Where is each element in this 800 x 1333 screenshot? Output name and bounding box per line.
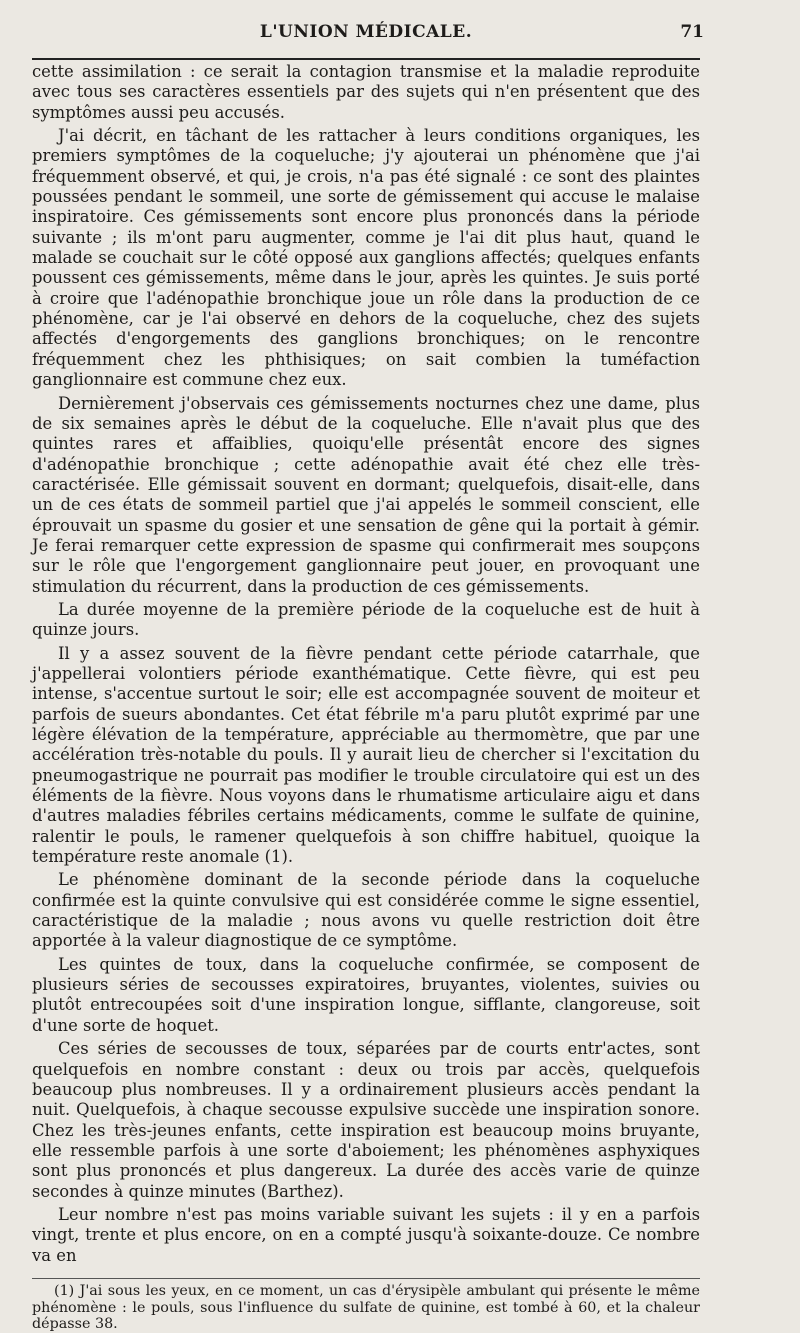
footnote: (1) J'ai sous les yeux, en ce moment, un cas d'érysipèle ambulant qui présente le même phénomène : le pouls, sous l'influence du sulfate de quinine, est tombé à 60, et la chaleur dépasse 38. xyxy=(32,1282,700,1333)
paragraph: Le phénomène dominant de la seconde période dans la coqueluche confirmée est la quinte convulsive qui est considérée comme le signe essentiel, caractéristique de la maladie ; nous avons vu quelle restriction doit être apportée à la valeur diagnostique de ce symptôme. xyxy=(32,870,700,951)
running-title: L'UNION MÉDICALE. xyxy=(259,22,473,42)
header-rule xyxy=(32,58,700,60)
footnote-rule xyxy=(32,1278,700,1279)
paragraph: Dernièrement j'observais ces gémissements nocturnes chez une dame, plus de six semaines après le début de la coqueluche. Elle n'avait plus que des quintes rares et affaiblies, quoiqu'elle présentât encore des signes d'adénopathie bronchique ; cette adénopathie avait été chez elle très-caractérisée. Elle gémissait souvent en dormant; quelquefois, disait-elle, dans un de ces états de sommeil partiel que j'ai appelés le sommeil conscient, elle éprouvait un spasme du gosier et une sensation de gêne qui la portait à gémir. Je ferai remarquer cette expression de spasme qui confirmerait mes soupçons sur le rôle que l'engorgement ganglionnaire peut jouer, en provoquant une stimulation du récurrent, dans la production de ces gémissements. xyxy=(32,393,700,596)
page-number: 71 xyxy=(680,22,704,42)
paragraph: Il y a assez souvent de la fièvre pendant cette période catarrhale, que j'appellerai volontiers période exanthématique. Cette fièvre, qui est peu intense, s'accentue surtout le soir; elle est accompagnée souvent de moiteur et parfois de sueurs abondantes. Cet état fébrile m'a paru plutôt exprimé par une légère élévation de la température, appréciable au thermomètre, que par une accélération très-notable du pouls. Il y aurait lieu de chercher si l'excitation du pneumogastrique ne pourrait pas modifier le trouble circulatoire qui est un des éléments de la fièvre. Nous voyons dans le rhumatisme articulaire aigu et dans d'autres maladies fébriles certains médicaments, comme le sulfate de quinine, ralentir le pouls, le ramener quelquefois à son chiffre habituel, quoique la température reste anomale (1). xyxy=(32,643,700,867)
paragraph: J'ai décrit, en tâchant de les rattacher à leurs conditions organiques, les premiers symptômes de la coqueluche; j'y ajouterai un phénomène que j'ai fréquemment observé, et qui, je crois, n'a pas été signalé : ce sont des plaintes poussées pendant le sommeil, une sorte de gémissement qui accuse le malaise inspiratoire. Ces gémissements sont encore plus prononcés dans la période suivante ; ils m'ont paru augmenter, comme je l'ai dit plus haut, quand le malade se couchait sur le côté opposé aux ganglions affectés; quelques enfants poussent ces gémissements, même dans le jour, après les quintes. Je suis porté à croire que l'adénopathie bronchique joue un rôle dans la production de ce phénomène, car je l'ai observé en dehors de la coqueluche, chez des sujets affectés d'engorgements des ganglions bronchiques; on le rencontre fréquemment chez les phthisiques; on sait combien la tuméfaction ganglionnaire est commune chez eux. xyxy=(32,126,700,390)
paragraph: Les quintes de toux, dans la coqueluche confirmée, se composent de plusieurs séries de secousses expiratoires, bruyantes, violentes, suivies ou plutôt entrecoupées soit d'une inspiration longue, sifflante, clangoreuse, soit d'une sorte de hoquet. xyxy=(32,954,700,1035)
page-header xyxy=(32,14,704,44)
body-text xyxy=(32,62,700,1266)
paragraph: La durée moyenne de la première période de la coqueluche est de huit à quinze jours. xyxy=(32,599,700,640)
paragraph: Ces séries de secousses de toux, séparées par de courts entr'actes, sont quelquefois en nombre constant : deux ou trois par accès, quelquefois beaucoup plus nombreuses. Il y a ordinairement plusieurs accès pendant la nuit. Quelquefois, à chaque secousse expulsive succède une inspiration sonore. Chez les très-jeunes enfants, cette inspiration est beaucoup moins bruyante, elle ressemble parfois à une sorte d'aboiement; les phénomènes asphyxiques sont plus prononcés et plus dangereux. La durée des accès varie de quinze secondes à quinze minutes (Barthez). xyxy=(32,1039,700,1201)
paragraph-continuation: cette assimilation : ce serait la contagion transmise et la maladie reproduite avec tous ses caractères essentiels par des sujets qui n'en présentent que des symptômes aussi peu accusés. xyxy=(32,62,700,122)
paragraph: Leur nombre n'est pas moins variable suivant les sujets : il y en a parfois vingt, trente et plus encore, on en a compté jusqu'à soixante-douze. Ce nombre va en xyxy=(32,1204,700,1265)
